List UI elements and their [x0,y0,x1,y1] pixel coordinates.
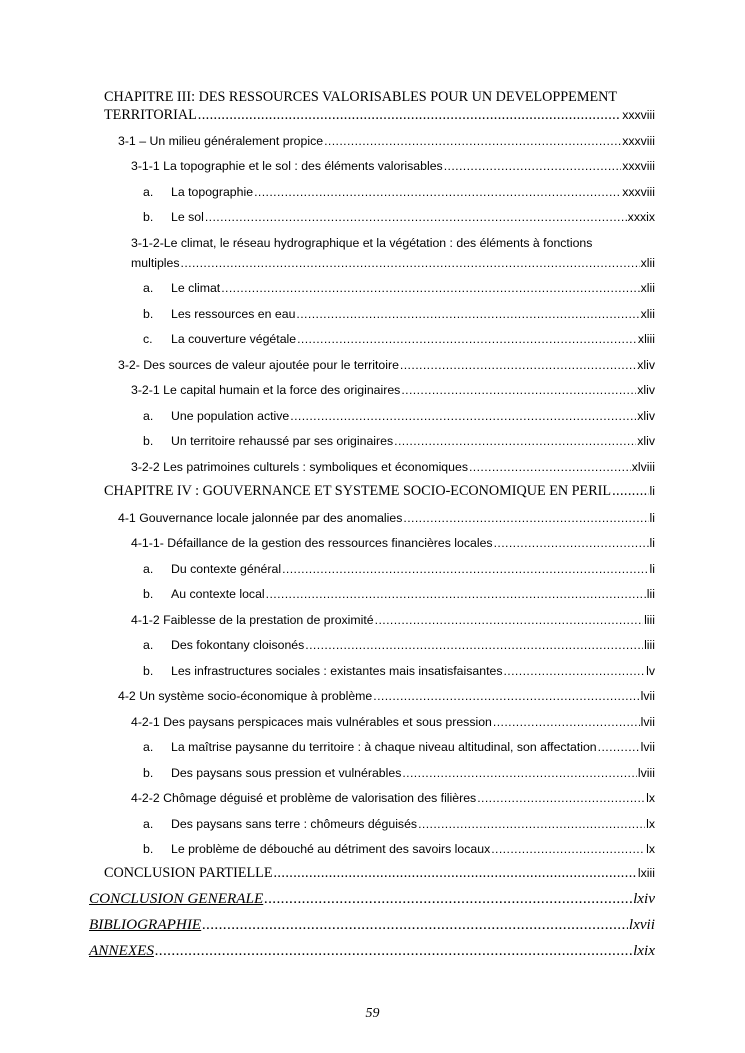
toc-page-number: lv [646,664,655,678]
page-number-footer: 59 [365,1006,380,1021]
toc-page-number: xxxviii [622,108,655,122]
toc-entry-title: CONCLUSION GENERALE [89,890,264,907]
toc-entry-title: Des paysans sans terre : chômeurs déguisés [171,817,418,831]
dot-leader [254,185,621,199]
toc-entry-title: Au contexte local [171,587,265,601]
toc-entry-title: Des fokontany cloisonés [171,638,305,652]
toc-entry-title: 3-1 – Un milieu généralement propice [118,134,324,148]
toc-section-3-1-1[interactable] [131,159,655,173]
toc-section-4-2-1[interactable] [131,715,655,729]
dot-leader [493,715,640,729]
list-marker: b. [143,307,154,321]
dot-leader [282,562,648,576]
toc-page-number: xxxviii [622,185,655,199]
toc-page-number: lii [646,587,655,601]
list-marker: a. [143,638,154,652]
toc-section-3-2-2[interactable] [131,460,655,474]
toc-page-number: lvii [640,740,655,754]
list-marker: b. [143,766,154,780]
toc-section-4-2[interactable] [118,689,655,703]
toc-entry-title: La topographie [171,185,254,199]
toc-bibliographie[interactable] [89,918,655,932]
toc-page-number: xlii [640,281,655,295]
toc-annexes[interactable] [89,944,655,958]
dot-leader [205,210,627,224]
toc-page-number: li [649,536,655,550]
toc-entry-title: Le climat [171,281,221,295]
toc-section-3-1-2[interactable] [131,256,655,270]
toc-item-3-1-2-b[interactable] [143,307,655,321]
toc-item-3-1-1-a[interactable] [143,185,655,199]
toc-entry-title: La maîtrise paysanne du territoire : à chaque niveau altitudinal, son affectation [171,740,597,754]
dot-leader [155,944,632,958]
dot-leader [477,791,645,805]
toc-item-3-1-1-b[interactable] [143,210,655,224]
toc-page-number: xxxviii [622,134,655,148]
dot-leader [503,664,645,678]
toc-chapter-3-line1: CHAPITRE III: DES RESSOURCES VALORISABLES POUR UN DEVELOPPEMENT [104,89,618,105]
toc-page-number: xliv [637,434,655,448]
toc-item-4-1-2-b[interactable] [143,664,655,678]
toc-item-4-1-1-a[interactable] [143,562,655,576]
toc-entry-title: Une population active [171,409,290,423]
toc-item-4-2-1-a[interactable] [143,740,655,754]
toc-section-3-1-2-line1: 3-1-2-Le climat, le réseau hydrographique et la végétation : des éléments à fonctions [131,236,593,250]
toc-section-3-2[interactable] [118,358,655,372]
toc-entry-title: 3-2- Des sources de valeur ajoutée pour le territoire [118,358,399,372]
dot-leader [373,689,639,703]
toc-entry-title: 4-2 Un système socio-économique à problème [118,689,373,703]
toc-page-number: li [649,562,655,576]
dot-leader [401,383,636,397]
toc-entry-title: multiples [131,256,180,270]
toc-entry-title: Les ressources en eau [171,307,296,321]
dot-leader [290,409,636,423]
toc-entry-title: Des paysans sous pression et vulnérables [171,766,402,780]
toc-entry-title: Le problème de débouché au détriment des savoirs locaux [171,842,491,856]
toc-chapter-4[interactable] [104,484,655,498]
dot-leader [202,918,628,932]
toc-entry-title: 4-1-2 Faiblesse de la prestation de proximité [131,613,374,627]
toc-item-4-2-2-b[interactable] [143,842,655,856]
toc-page-number: lviii [637,766,655,780]
toc-item-3-2-1-b[interactable] [143,434,655,448]
toc-page-number: xlii [640,256,655,270]
dot-leader [469,460,631,474]
toc-section-3-1[interactable] [118,134,655,148]
dot-leader [221,281,639,295]
toc-page-number: li [649,511,655,525]
list-marker: b. [143,842,154,856]
list-marker: b. [143,434,154,448]
dot-leader [612,484,648,498]
toc-page-number: xlviii [631,460,655,474]
toc-entry-title: BIBLIOGRAPHIE [89,916,202,933]
toc-page-number: lxix [633,942,655,959]
dot-leader [403,511,648,525]
toc-item-4-1-1-b[interactable] [143,587,655,601]
list-marker: a. [143,562,154,576]
toc-page-number: lx [646,817,655,831]
toc-section-4-1-2[interactable] [131,613,655,627]
toc-page-number: xxxix [627,210,655,224]
list-marker: a. [143,740,154,754]
dot-leader [494,536,649,550]
dot-leader [400,358,636,372]
dot-leader [444,159,621,173]
toc-entry-title: 3-2-1 Le capital humain et la force des originaires [131,383,401,397]
toc-page-number: liii [644,638,655,652]
toc-page-number: xliv [637,358,655,372]
toc-section-4-1[interactable] [118,511,655,525]
toc-page-number: xliv [637,409,655,423]
toc-entry-title: Du contexte général [171,562,282,576]
dot-leader [181,256,640,270]
toc-page-number: lx [646,842,655,856]
dot-leader [491,842,645,856]
toc-page-number: lvii [640,715,655,729]
toc-page-number: liii [644,613,655,627]
toc-entry-title: CONCLUSION PARTIELLE [104,865,273,881]
toc-page-number: lx [646,791,655,805]
toc-entry-title: CHAPITRE IV : GOUVERNANCE ET SYSTEME SOCIO-ECONOMIQUE EN PERIL [104,483,612,499]
list-marker: a. [143,817,154,831]
list-marker: b. [143,664,154,678]
toc-page-number: xxxviii [622,159,655,173]
toc-item-3-1-2-c[interactable] [143,332,655,346]
toc-page-number: lxvii [628,916,655,933]
toc-section-4-1-1[interactable] [131,536,655,550]
toc-page-number: xliii [637,332,655,346]
list-marker: a. [143,281,154,295]
toc-conclusion-partielle[interactable] [104,866,655,880]
dot-leader [198,108,621,122]
dot-leader [296,307,639,321]
list-marker: b. [143,587,154,601]
toc-entry-title: Les infrastructures sociales : existantes mais insatisfaisantes [171,664,503,678]
toc-entry-title: 3-2-2 Les patrimoines culturels : symboliques et économiques [131,460,468,474]
dot-leader [418,817,645,831]
toc-entry-title: 4-2-1 Des paysans perspicaces mais vulnérables et sous pression [131,715,492,729]
toc-page-number: xliv [637,383,655,397]
dot-leader [305,638,643,652]
toc-entry-title: 4-1-1- Défaillance de la gestion des ressources financières locales [131,536,493,550]
toc-entry-title: 3-1-1 La topographie et le sol : des éléments valorisables [131,159,443,173]
toc-page-number: lxiii [637,866,655,880]
list-marker: c. [143,332,153,346]
toc-conclusion-generale[interactable] [89,892,655,906]
dot-leader [394,434,636,448]
toc-item-4-2-1-b[interactable] [143,766,655,780]
toc-section-3-2-1[interactable] [131,383,655,397]
toc-entry-title: ANNEXES [89,942,154,959]
toc-entry-title: 4-2-2 Chômage déguisé et problème de valorisation des filières [131,791,477,805]
toc-page-number: li [649,484,655,498]
toc-item-3-1-2-a[interactable] [143,281,655,295]
toc-page-number: lvii [640,689,655,703]
toc-entry-title: La couverture végétale [171,332,297,346]
toc-chapter-3[interactable] [104,108,655,122]
toc-item-4-1-2-a[interactable] [143,638,655,652]
dot-leader [264,892,632,906]
toc-entry-title: 4-1 Gouvernance locale jalonnée par des anomalies [118,511,403,525]
toc-section-4-2-2[interactable] [131,791,655,805]
toc-entry-title: TERRITORIAL [104,107,197,123]
dot-leader [273,866,636,880]
toc-page-number: xlii [640,307,655,321]
dot-leader [297,332,637,346]
dot-leader [375,613,643,627]
dot-leader [266,587,646,601]
list-marker: b. [143,210,154,224]
dot-leader [598,740,640,754]
list-marker: a. [143,185,154,199]
dot-leader [324,134,621,148]
toc-item-3-2-1-a[interactable] [143,409,655,423]
dot-leader [402,766,637,780]
toc-entry-title: Un territoire rehaussé par ses originaires [171,434,394,448]
list-marker: a. [143,409,154,423]
toc-item-4-2-2-a[interactable] [143,817,655,831]
toc-page-number: lxiv [633,890,655,907]
toc-entry-title: Le sol [171,210,204,224]
